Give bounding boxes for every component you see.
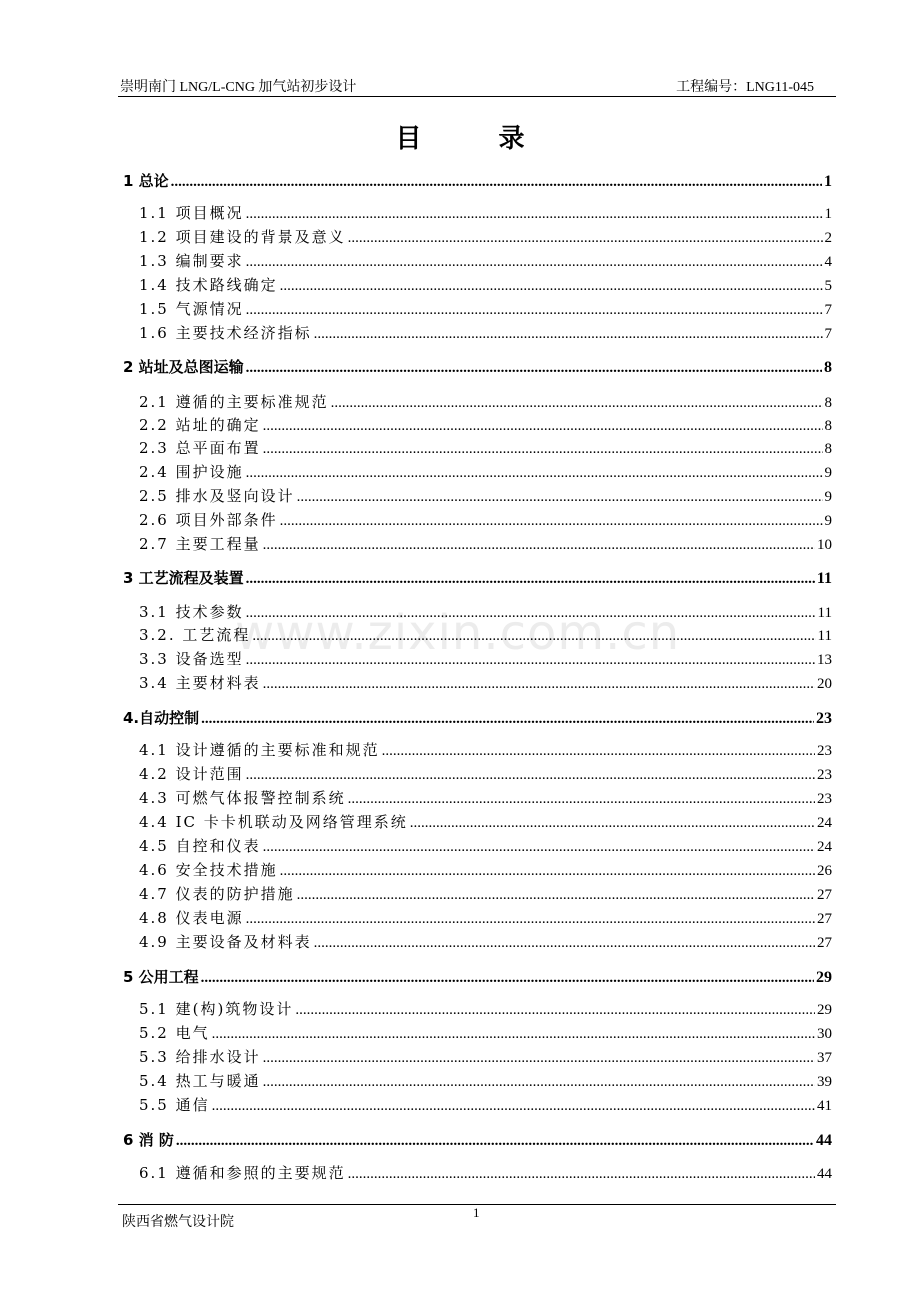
toc-dot-leader [280,510,823,532]
toc-dot-leader [263,415,823,437]
toc-entry-label: 4.自动控制 [123,709,200,727]
toc-section-entry[interactable] [139,787,832,809]
toc-entry-label: 2.5 排水及竖向设计 [139,487,295,505]
toc-entry-page-number: 9 [824,513,832,529]
toc-section-entry[interactable] [139,883,832,905]
toc-entry-page-number: 23 [817,767,832,783]
toc-dot-leader [246,568,815,590]
toc-entry-page-number: 11 [817,605,832,621]
toc-entry-page-number: 5 [824,278,832,294]
toc-entry-label: 6.1 遵循和参照的主要规范 [139,1164,346,1182]
toc-section-entry[interactable] [139,931,832,953]
toc-entry-label: 4.5 自控和仪表 [139,837,261,855]
toc-entry-page-number: 26 [817,863,832,879]
toc-dot-leader [201,708,814,730]
toc-section-entry[interactable] [139,509,832,531]
toc-dot-leader [246,203,823,225]
toc-entry-label: 4.3 可燃气体报警控制系统 [139,789,346,807]
toc-entry-label: 5 公用工程 [123,968,199,986]
toc-entry-label: 4.4 IC 卡卡机联动及网络管理系统 [139,813,408,831]
toc-section-entry[interactable] [139,202,832,224]
toc-entry-label: 6 消 防 [123,1131,174,1149]
watermark: www.zixin.com.cn [235,605,681,661]
toc-entry-label: 4.8 仪表电源 [139,909,244,927]
toc-dot-leader [297,486,823,508]
toc-entry-page-number: 8 [824,395,832,411]
toc-entry-label: 1.4 技术路线确定 [139,276,278,294]
toc-dot-leader [331,392,823,414]
toc-section-entry[interactable] [139,648,832,670]
toc-chapter-entry[interactable] [123,170,832,192]
toc-entry-label: 5.1 建(构)筑物设计 [139,1000,294,1018]
toc-entry-page-number: 44 [817,1166,832,1182]
toc-section-entry[interactable] [139,1046,832,1068]
toc-entry-label: 1.5 气源情况 [139,300,244,318]
toc-section-entry[interactable] [139,226,832,248]
toc-entry-page-number: 24 [817,839,832,855]
toc-dot-leader [171,171,822,193]
toc-dot-leader [176,1130,814,1152]
toc-dot-leader [280,860,815,882]
toc-entry-label: 2 站址及总图运输 [123,358,244,376]
toc-dot-leader [348,1163,815,1185]
toc-section-entry[interactable] [139,274,832,296]
toc-entry-label: 1.1 项目概况 [139,204,244,222]
toc-entry-label: 2.1 遵循的主要标准规范 [139,393,329,411]
toc-entry-page-number: 13 [817,652,832,668]
toc-section-entry[interactable] [139,672,832,694]
toc-entry-label: 4.1 设计遵循的主要标准和规范 [139,741,380,759]
toc-entry-page-number: 1 [824,206,832,222]
toc-dot-leader [246,908,815,930]
toc-section-entry[interactable] [139,1094,832,1116]
toc-dot-leader [246,764,815,786]
toc-dot-leader [246,649,815,671]
toc-section-entry[interactable] [139,998,832,1020]
toc-dot-leader [263,1047,815,1069]
toc-entry-page-number: 7 [824,326,832,342]
toc-entry-label: 2.2 站址的确定 [139,416,261,434]
toc-dot-leader [295,999,815,1021]
toc-chapter-entry[interactable] [123,1129,832,1151]
toc-entry-label: 3.4 主要材料表 [139,674,261,692]
toc-entry-page-number: 23 [817,743,832,759]
toc-entry-label: 5.4 热工与暖通 [139,1072,261,1090]
page-header [118,74,836,97]
toc-section-entry[interactable] [139,250,832,272]
toc-dot-leader [382,740,815,762]
toc-entry-page-number: 8 [824,441,832,457]
toc-dot-leader [263,438,823,460]
toc-dot-leader [263,534,815,556]
toc-section-entry[interactable] [139,1162,832,1184]
toc-entry-label: 5.3 给排水设计 [139,1048,261,1066]
footer-page-number: 1 [473,1205,480,1220]
toc-chapter-entry[interactable] [123,707,832,729]
toc-entry-label: 4.9 主要设备及材料表 [139,933,312,951]
toc-section-entry[interactable] [139,907,832,929]
toc-entry-label: 1.2 项目建设的背景及意义 [139,228,346,246]
toc-dot-leader [314,323,823,345]
toc-dot-leader [246,602,816,624]
toc-dot-leader [314,932,815,954]
toc-entry-label: 2.4 围护设施 [139,463,244,481]
toc-section-entry[interactable] [139,391,832,413]
toc-section-entry[interactable] [139,437,832,459]
page-title: 目 录 [395,124,559,154]
toc-entry-page-number: 27 [817,911,832,927]
toc-entry-page-number: 11 [816,570,832,587]
toc-entry-page-number: 37 [817,1050,832,1066]
toc-section-entry[interactable] [139,533,832,555]
toc-dot-leader [348,227,823,249]
toc-section-entry[interactable] [139,322,832,344]
toc-dot-leader [263,1071,815,1093]
toc-dot-leader [410,812,815,834]
toc-section-entry[interactable] [139,461,832,483]
toc-entry-page-number: 30 [817,1026,832,1042]
toc-dot-leader [212,1023,815,1045]
toc-entry-page-number: 1 [824,173,832,190]
toc-entry-label: 4.2 设计范围 [139,765,244,783]
toc-entry-page-number: 8 [824,359,832,376]
toc-entry-label: 1.3 编制要求 [139,252,244,270]
toc-entry-page-number: 23 [817,791,832,807]
toc-entry-page-number: 24 [817,815,832,831]
toc-entry-page-number: 8 [824,418,832,434]
toc-entry-label: 2.7 主要工程量 [139,535,261,553]
toc-entry-page-number: 9 [824,465,832,481]
toc-entry-page-number: 29 [817,1002,832,1018]
toc-entry-page-number: 2 [824,230,832,246]
toc-section-entry[interactable] [139,859,832,881]
toc-section-entry[interactable] [139,739,832,761]
header-project-number: 工程编号：LNG11-045 [676,80,814,95]
toc-dot-leader [201,967,814,989]
toc-entry-label: 2.3 总平面布置 [139,439,261,457]
header-project-title: 崇明南门 LNG/L-CNG 加气站初步设计 [120,80,357,95]
toc-entry-page-number: 39 [817,1074,832,1090]
toc-dot-leader [252,625,815,647]
toc-section-entry[interactable] [139,811,832,833]
toc-entry-page-number: 44 [816,1132,832,1149]
toc-dot-leader [263,836,815,858]
toc-entry-label: 3.2. 工艺流程 [139,626,251,644]
footer-organization: 陕西省燃气设计院 [122,1214,234,1230]
toc-dot-leader [280,275,823,297]
toc-dot-leader [246,251,823,273]
toc-entry-page-number: 9 [824,489,832,505]
toc-entry-label: 3 工艺流程及装置 [123,569,244,587]
toc-section-entry[interactable] [139,298,832,320]
toc-chapter-entry[interactable] [123,356,832,378]
toc-entry-label: 1.6 主要技术经济指标 [139,324,312,342]
toc-section-entry[interactable] [139,1022,832,1044]
toc-section-entry[interactable] [139,485,832,507]
toc-dot-leader [348,788,815,810]
toc-dot-leader [246,299,823,321]
page-footer [118,1204,836,1235]
toc-section-entry[interactable] [139,763,832,785]
toc-entry-label: 5.2 电气 [139,1024,210,1042]
toc-entry-page-number: 23 [816,710,832,727]
toc-dot-leader [263,673,815,695]
toc-entry-label: 5.5 通信 [139,1096,210,1114]
toc-section-entry[interactable] [139,624,832,646]
toc-entry-page-number: 41 [817,1098,832,1114]
toc-dot-leader [297,884,815,906]
toc-entry-page-number: 20 [817,676,832,692]
toc-section-entry[interactable] [139,1070,832,1092]
toc-chapter-entry[interactable] [123,966,832,988]
toc-dot-leader [246,462,823,484]
toc-entry-page-number: 7 [824,302,832,318]
toc-section-entry[interactable] [139,414,832,436]
toc-entry-page-number: 11 [817,628,832,644]
toc-entry-label: 3.1 技术参数 [139,603,244,621]
toc-section-entry[interactable] [139,835,832,857]
toc-entry-label: 4.7 仪表的防护措施 [139,885,295,903]
toc-entry-page-number: 27 [817,887,832,903]
toc-entry-label: 1 总论 [123,172,169,190]
toc-entry-page-number: 29 [816,969,832,986]
toc-dot-leader [212,1095,815,1117]
toc-entry-page-number: 10 [817,537,832,553]
toc-entry-label: 3.3 设备选型 [139,650,244,668]
toc-dot-leader [246,357,822,379]
toc-entry-label: 2.6 项目外部条件 [139,511,278,529]
toc-entry-label: 4.6 安全技术措施 [139,861,278,879]
toc-entry-page-number: 4 [824,254,832,270]
toc-entry-page-number: 27 [817,935,832,951]
toc-chapter-entry[interactable] [123,567,832,589]
toc-section-entry[interactable] [139,601,832,623]
